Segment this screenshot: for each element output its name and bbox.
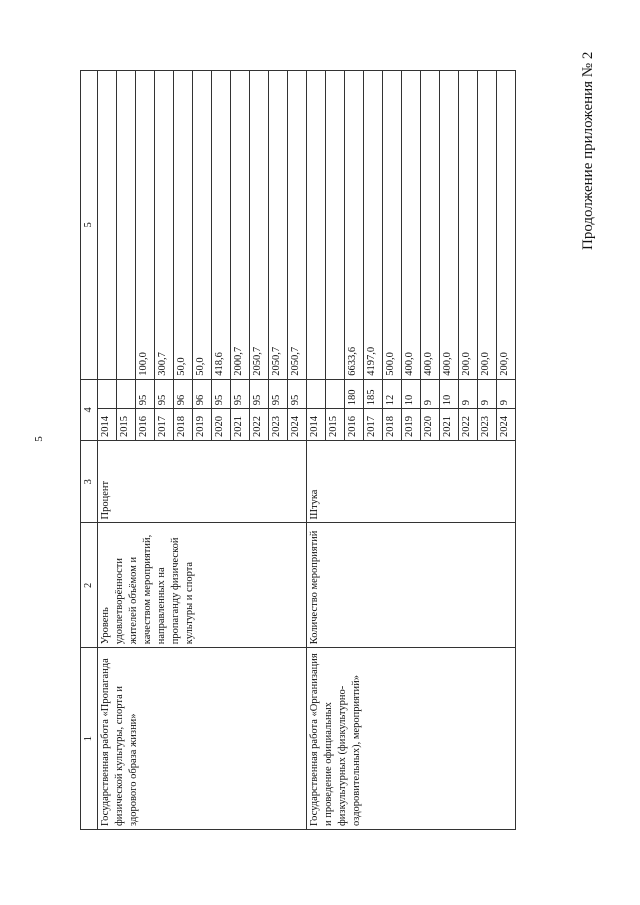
continuation-title: Продолжение приложения № 2 <box>580 51 596 250</box>
funding-value-cell: 2050,7 <box>250 71 269 380</box>
funding-value-cell: 100,0 <box>136 71 155 380</box>
indicator-value-cell: 9 <box>497 379 516 409</box>
funding-value-cell: 2050,7 <box>288 71 307 380</box>
funding-value-cell: 200,0 <box>497 71 516 380</box>
column-header-4: 4 <box>81 379 98 440</box>
indicator-value-cell <box>98 379 117 409</box>
year-cell: 2019 <box>402 409 421 441</box>
indicator-value-cell: 95 <box>231 379 250 409</box>
funding-value-cell: 500,0 <box>383 71 402 380</box>
column-number-row <box>81 71 98 830</box>
year-cell: 2024 <box>288 409 307 441</box>
indicator-value-cell: 95 <box>212 379 231 409</box>
indicator-value-cell: 95 <box>155 379 174 409</box>
funding-value-cell: 50,0 <box>174 71 193 380</box>
indicator-value-cell: 95 <box>250 379 269 409</box>
funding-value-cell: 400,0 <box>440 71 459 380</box>
column-header-5: 5 <box>81 71 98 380</box>
column-header-1: 1 <box>81 648 98 830</box>
funding-value-cell: 200,0 <box>478 71 497 380</box>
year-cell: 2020 <box>212 409 231 441</box>
year-cell: 2018 <box>174 409 193 441</box>
indicator-value-cell <box>326 379 345 409</box>
page-number: 5 <box>32 436 45 442</box>
indicator-cell: Уровень удовлетворённости жителей объёмом и качеством мероприятий, направленных на пропаганду физической культуры и спорта <box>98 523 307 648</box>
year-cell: 2020 <box>421 409 440 441</box>
funding-value-cell: 400,0 <box>421 71 440 380</box>
funding-value-cell: 2050,7 <box>269 71 288 380</box>
year-cell: 2018 <box>383 409 402 441</box>
funding-value-cell <box>326 71 345 380</box>
work-cell: Государственная работа «Пропаганда физической культуры, спорта и здорового образа жизни» <box>98 648 307 830</box>
indicator-cell: Количество мероприятий <box>307 523 516 648</box>
indicator-value-cell: 9 <box>478 379 497 409</box>
funding-value-cell: 6633,6 <box>345 71 364 380</box>
table-row <box>307 71 326 830</box>
year-cell: 2015 <box>117 409 136 441</box>
year-cell: 2024 <box>497 409 516 441</box>
column-header-2: 2 <box>81 523 98 648</box>
work-cell: Государственная работа «Организация и проведение официальных физкультурных (физкультурно-оздоровительных), мероприятий» <box>307 648 516 830</box>
funding-value-cell: 200,0 <box>459 71 478 380</box>
indicator-value-cell <box>307 379 326 409</box>
funding-value-cell <box>307 71 326 380</box>
funding-value-cell: 300,7 <box>155 71 174 380</box>
indicator-value-cell: 180 <box>345 379 364 409</box>
year-cell: 2017 <box>155 409 174 441</box>
indicator-value-cell: 9 <box>421 379 440 409</box>
year-cell: 2022 <box>459 409 478 441</box>
indicator-value-cell: 12 <box>383 379 402 409</box>
indicator-value-cell: 96 <box>193 379 212 409</box>
year-cell: 2022 <box>250 409 269 441</box>
column-header-3: 3 <box>81 441 98 523</box>
funding-value-cell: 418,6 <box>212 71 231 380</box>
funding-value-cell <box>117 71 136 380</box>
year-cell: 2016 <box>136 409 155 441</box>
indicator-value-cell: 10 <box>440 379 459 409</box>
year-cell: 2019 <box>193 409 212 441</box>
funding-value-cell: 50,0 <box>193 71 212 380</box>
year-cell: 2014 <box>98 409 117 441</box>
indicator-value-cell <box>117 379 136 409</box>
table-row <box>98 71 117 830</box>
indicator-value-cell: 10 <box>402 379 421 409</box>
year-cell: 2023 <box>478 409 497 441</box>
indicator-value-cell: 9 <box>459 379 478 409</box>
year-cell: 2017 <box>364 409 383 441</box>
funding-value-cell: 400,0 <box>402 71 421 380</box>
rotated-table-wrapper <box>80 70 600 830</box>
funding-value-cell: 4197,0 <box>364 71 383 380</box>
indicator-value-cell: 185 <box>364 379 383 409</box>
year-cell: 2021 <box>440 409 459 441</box>
indicator-value-cell: 95 <box>269 379 288 409</box>
year-cell: 2016 <box>345 409 364 441</box>
indicator-value-cell: 96 <box>174 379 193 409</box>
appendix-table <box>80 70 516 830</box>
year-cell: 2021 <box>231 409 250 441</box>
unit-cell: Процент <box>98 441 307 523</box>
year-cell: 2015 <box>326 409 345 441</box>
funding-value-cell: 2000,7 <box>231 71 250 380</box>
funding-value-cell <box>98 71 117 380</box>
indicator-value-cell: 95 <box>288 379 307 409</box>
year-cell: 2014 <box>307 409 326 441</box>
table-body <box>98 71 516 830</box>
unit-cell: Штука <box>307 441 516 523</box>
indicator-value-cell: 95 <box>136 379 155 409</box>
year-cell: 2023 <box>269 409 288 441</box>
